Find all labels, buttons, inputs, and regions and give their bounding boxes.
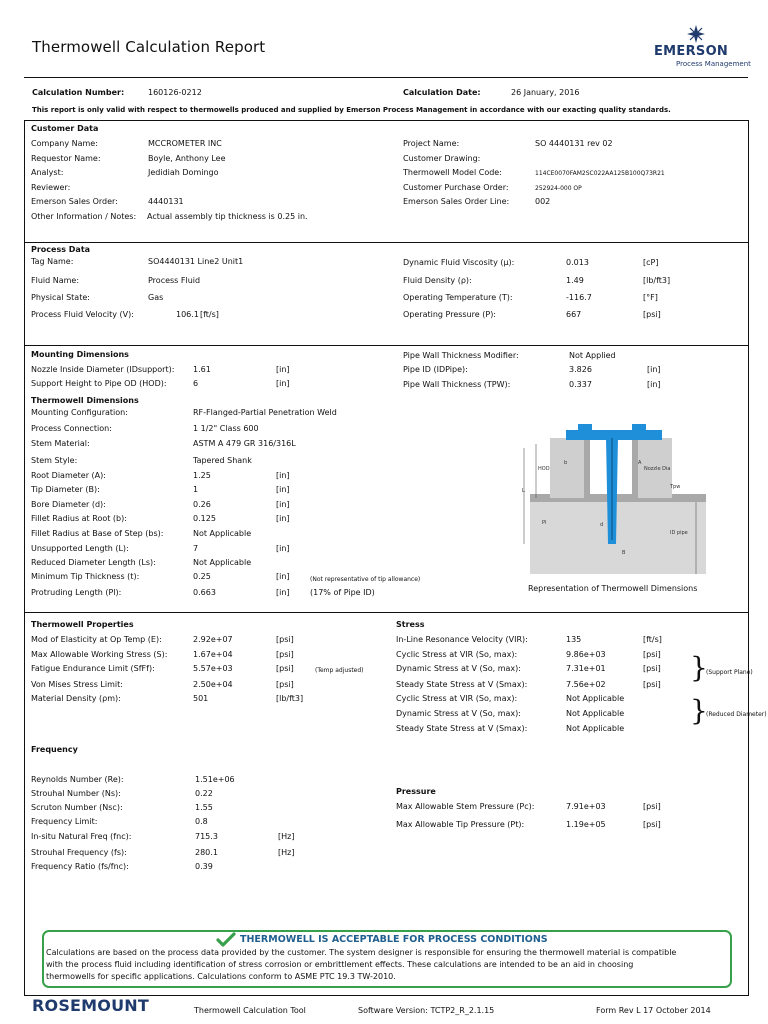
stress-value: 9.86e+03 [566,650,606,659]
customer-left-value: MCCROMETER INC [148,139,222,148]
property-label: Fatigue Endurance Limit (SfFf): [31,664,155,673]
stress-value: 7.31e+01 [566,664,606,673]
disclaimer: This report is only valid with respect to thermowells produced and supplied by Emerson Process Management in accordance with our exacting quality standards. [32,106,671,114]
property-value: 2.92e+07 [193,635,233,644]
process-left-value: SO4440131 Line2 Unit1 [148,257,244,266]
frequency-label: Reynolds Number (Re): [31,775,124,784]
figure-caption: Representation of Thermowell Dimensions [528,584,698,593]
stress-label: Steady State Stress at V (Smax): [396,724,528,733]
customer-left-value: Actual assembly tip thickness is 0.25 in. [147,212,308,221]
process-left-label: Physical State: [31,293,90,302]
pressure-label: Max Allowable Tip Pressure (Pt): [396,820,525,829]
thermowell-dim-value: 1 1/2" Class 600 [193,424,259,433]
mounting-right-value: 0.337 [569,380,592,389]
flange-bolt-left [578,424,592,432]
customer-left-label: Analyst: [31,168,64,177]
result-title: THERMOWELL IS ACCEPTABLE FOR PROCESS CONDITIONS [240,934,548,945]
frequency-label: Scruton Number (Nsc): [31,803,123,812]
fig-label-b: b [564,460,568,466]
pressure-unit: [psi] [643,820,661,829]
thermowell-dim-value: 0.125 [193,514,216,523]
customer-right-value: 002 [535,197,551,206]
thermowell-dim-unit: [in] [276,500,290,509]
customer-right-label: Customer Drawing: [403,154,481,163]
footer-software: Software Version: TCTP2_R_2.1.15 [358,1006,495,1015]
stress-value: Not Applicable [566,724,625,733]
thermowell-dim-label: Root Diameter (A): [31,471,106,480]
process-left-value: Process Fluid [148,276,201,285]
customer-left-label: Emerson Sales Order: [31,197,118,206]
property-value: 501 [193,694,209,703]
thermowell-dim-label: Fillet Radius at Root (b): [31,514,127,523]
stress-label: Steady State Stress at V (Smax): [396,680,528,689]
thermowell-dim-value: 0.26 [193,500,211,509]
frequency-value: 280.1 [195,848,218,857]
stress-label: Dynamic Stress at V (So, max): [396,709,521,718]
protruding-note: (17% of Pipe ID) [310,588,375,597]
thermowell-dim-unit: [in] [276,544,290,553]
frequency-unit: [Hz] [278,848,295,857]
stress-unit: [psi] [643,680,661,689]
temp-adjusted-note: (Temp adjusted) [315,667,364,674]
rosemount-logo: ROSEMOUNT [32,996,149,1015]
mounting-left-value: 6 [193,379,199,388]
support-plane-note: (Support Plane) [706,669,753,676]
property-value: 2.50e+04 [193,680,233,689]
mounting-left-value: 1.61 [193,365,211,374]
process-management-label: Process Management [676,60,751,68]
emerson-wordmark: EMERSON [654,44,729,59]
pressure-value: 7.91e+03 [566,802,606,811]
process-left-unit: [ft/s] [200,310,219,319]
process-left-label: Tag Name: [31,257,74,266]
customer-heading: Customer Data [31,124,99,133]
footer-tool: Thermowell Calculation Tool [194,1006,306,1015]
stress-unit: [psi] [643,664,661,673]
mounting-right-value: Not Applied [569,351,616,360]
page-title: Thermowell Calculation Report [32,38,266,56]
property-label: Material Density (ρm): [31,694,121,703]
thermowell-dim-value: Tapered Shank [193,456,252,465]
property-unit: [lb/ft3] [276,694,304,703]
process-right-unit: [cP] [643,258,659,267]
process-left-label: Fluid Name: [31,276,80,285]
frequency-heading: Frequency [31,745,78,754]
customer-right-label: Emerson Sales Order Line: [403,197,510,206]
pressure-heading: Pressure [396,787,436,796]
fig-label-tpw: Tpw [670,484,681,490]
customer-left-label: Other Information / Notes: [31,212,137,221]
customer-right-value: 252924-000 OP [535,185,582,192]
mounting-left-unit: [in] [276,365,290,374]
thermowell-dim-label: Minimum Tip Thickness (t): [31,572,140,581]
customer-right-label: Project Name: [403,139,460,148]
frequency-value: 0.8 [195,817,208,826]
thermowell-dim-label: Mounting Configuration: [31,408,128,417]
property-label: Von Mises Stress Limit: [31,680,123,689]
fig-label-l: L [522,488,525,494]
mounting-right-label: Pipe Wall Thickness Modifier: [403,351,519,360]
property-unit: [psi] [276,680,294,689]
property-label: Mod of Elasticity at Op Temp (E): [31,635,162,644]
thermowell-dim-label: Reduced Diameter Length (Ls): [31,558,156,567]
customer-right-label: Customer Purchase Order: [403,183,509,192]
thermowell-diagram [520,408,710,580]
stress-heading: Stress [396,620,425,629]
process-right-label: Dynamic Fluid Viscosity (μ): [403,258,515,267]
stress-value: Not Applicable [566,694,625,703]
stress-label: Dynamic Stress at V (So, max): [396,664,521,673]
thermowell-dim-label: Protruding Length (Pl): [31,588,122,597]
thermowell-dim-unit: [in] [276,485,290,494]
result-line-2: with the process fluid including identification of stress corrosion or embrittlement effects. These calculations are intended to be an aid in choosing [46,960,634,969]
thermowell-dim-value: Not Applicable [193,558,252,567]
process-right-unit: [lb/ft3] [643,276,671,285]
mounting-left-unit: [in] [276,379,290,388]
stress-unit: [ft/s] [643,635,662,644]
fig-label-pl: Pl [542,520,547,526]
thermowell-dim-value: ASTM A 479 GR 316/316L [193,439,296,448]
pressure-value: 1.19e+05 [566,820,606,829]
thermowell-dim-value: 1.25 [193,471,211,480]
process-right-unit: [°F] [643,293,658,302]
customer-left-value: 4440131 [148,197,184,206]
fig-label-a: A [638,460,642,466]
customer-left-value: Boyle, Anthony Lee [148,154,226,163]
frequency-label: Strouhal Number (Ns): [31,789,121,798]
divider-customer [24,242,749,243]
customer-right-label: Thermowell Model Code: [403,168,502,177]
customer-right-value: SO 4440131 rev 02 [535,139,613,148]
pressure-unit: [psi] [643,802,661,811]
thermowell-dim-label: Fillet Radius at Base of Step (bs): [31,529,164,538]
process-right-value: 0.013 [566,258,589,267]
header-divider [24,77,748,78]
process-right-label: Operating Pressure (P): [403,310,497,319]
process-right-label: Operating Temperature (T): [403,293,513,302]
result-line-1: Calculations are based on the process data provided by the customer. The system designer is responsible for ensuring the thermowell material is compatible [46,948,677,957]
frequency-label: Frequency Limit: [31,817,98,826]
frequency-value: 1.51e+06 [195,775,235,784]
frequency-unit: [Hz] [278,832,295,841]
mounting-right-unit: [in] [647,365,661,374]
customer-left-label: Requestor Name: [31,154,101,163]
mounting-right-value: 3.826 [569,365,592,374]
calc-date-label: Calculation Date: [403,88,481,97]
emerson-logo [650,22,751,72]
fig-label-bb: B [622,550,626,556]
thermowell-dim-value: Not Applicable [193,529,252,538]
process-right-value: 1.49 [566,276,584,285]
calc-number-value: 160126-0212 [148,88,202,97]
process-right-unit: [psi] [643,310,661,319]
mounting-heading: Mounting Dimensions [31,350,129,359]
frequency-label: In-situ Natural Freq (fnc): [31,832,132,841]
tip-allowance-note: (Not representative of tip allowance) [310,576,421,583]
process-left-value: 106.1 [176,310,199,319]
customer-right-value: 114CE0070FAM2SC022AA125B100Q73R21 [535,170,665,177]
thermowell-dims-heading: Thermowell Dimensions [31,396,139,405]
stress-label: Cyclic Stress at VIR (So, max): [396,694,518,703]
footer-form-rev: Form Rev L 17 October 2014 [596,1006,711,1015]
frequency-label: Strouhal Frequency (fs): [31,848,127,857]
thermowell-dim-unit: [in] [276,471,290,480]
thermowell-dim-value: 0.663 [193,588,216,597]
frequency-value: 0.22 [195,789,213,798]
flange-bolt-right [632,424,646,432]
thermowell-dim-value: RF-Flanged-Partial Penetration Weld [193,408,337,417]
property-unit: [psi] [276,650,294,659]
reduced-diameter-note: (Reduced Diameter) [706,711,767,718]
divider-process [24,345,749,346]
frequency-value: 0.39 [195,862,213,871]
stress-value: Not Applicable [566,709,625,718]
property-value: 5.57e+03 [193,664,233,673]
frequency-value: 715.3 [195,832,218,841]
property-unit: [psi] [276,664,294,673]
process-right-label: Fluid Density (ρ): [403,276,472,285]
process-heading: Process Data [31,245,91,254]
stress-label: Cyclic Stress at VIR (So, max): [396,650,518,659]
mounting-right-label: Pipe Wall Thickness (TPW): [403,380,511,389]
process-left-value: Gas [148,293,164,302]
stress-value: 7.56e+02 [566,680,606,689]
fig-label-d: d [600,522,604,528]
result-line-3: thermowells for specific applications. Calculations conform to ASME PTC 19.3 TW-2010. [46,972,396,981]
thermowell-dim-unit: [in] [276,572,290,581]
property-label: Max Allowable Working Stress (S): [31,650,168,659]
stress-unit: [psi] [643,650,661,659]
process-left-label: Process Fluid Velocity (V): [31,310,134,319]
process-right-value: -116.7 [566,293,592,302]
thermowell-dim-unit: [in] [276,588,290,597]
customer-left-value: Jedidiah Domingo [148,168,219,177]
mounting-left-label: Nozzle Inside Diameter (IDsupport): [31,365,175,374]
property-value: 1.67e+04 [193,650,233,659]
thermowell-dim-label: Bore Diameter (d): [31,500,106,509]
property-unit: [psi] [276,635,294,644]
checkmark-icon [216,932,236,948]
pressure-label: Max Allowable Stem Pressure (Pc): [396,802,535,811]
customer-left-label: Reviewer: [31,183,71,192]
properties-heading: Thermowell Properties [31,620,134,629]
calc-number-label: Calculation Number: [32,88,125,97]
thermowell-dim-label: Stem Material: [31,439,90,448]
mounting-left-label: Support Height to Pipe OD (HOD): [31,379,167,388]
thermowell-dim-value: 1 [193,485,199,494]
mounting-right-unit: [in] [647,380,661,389]
mounting-right-label: Pipe ID (IDPipe): [403,365,468,374]
support-left [550,438,584,498]
divider-dimensions [24,612,749,613]
fig-label-idpipe: ID pipe [670,530,688,536]
customer-left-label: Company Name: [31,139,98,148]
stress-label: In-Line Resonance Velocity (VIR): [396,635,528,644]
calc-date-value: 26 January, 2016 [511,88,580,97]
thermowell-dim-label: Unsupported Length (L): [31,544,129,553]
thermowell-dim-value: 7 [193,544,199,553]
brace-support-plane: } [690,651,708,684]
stress-value: 135 [566,635,582,644]
thermowell-dim-value: 0.25 [193,572,211,581]
frequency-label: Frequency Ratio (fs/fnc): [31,862,129,871]
thermowell-dim-label: Stem Style: [31,456,78,465]
thermowell-dim-unit: [in] [276,514,290,523]
fig-label-nozzle: Nozzle Dia [644,466,671,472]
thermowell-dim-label: Tip Diameter (B): [31,485,100,494]
fig-label-hod: HOD [538,466,550,472]
process-right-value: 667 [566,310,582,319]
thermowell-dim-label: Process Connection: [31,424,112,433]
frequency-value: 1.55 [195,803,213,812]
brace-reduced-diameter: } [690,694,708,727]
